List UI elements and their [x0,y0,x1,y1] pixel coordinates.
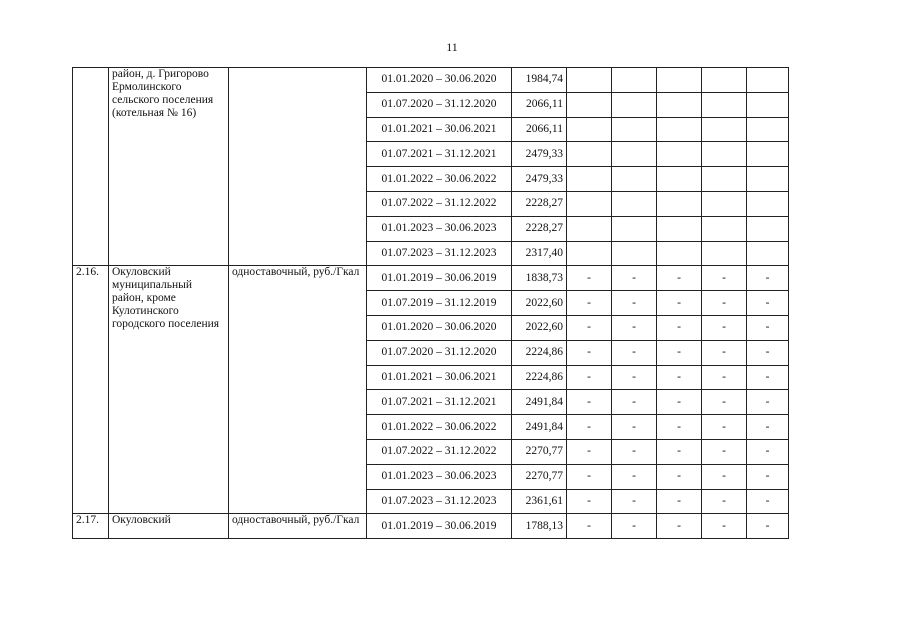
tariff-value-cell: 2224,86 [512,365,567,390]
period-cell: 01.01.2022 – 30.06.2022 [367,415,512,440]
extra-cell [657,216,702,241]
table-row [73,514,789,539]
extra-cell: - [657,489,702,514]
extra-cell: - [702,266,747,291]
extra-cell: - [702,291,747,316]
extra-cell: - [567,415,612,440]
extra-cell [612,117,657,142]
period-cell: 01.01.2020 – 30.06.2020 [367,315,512,340]
period-cell: 01.01.2023 – 30.06.2023 [367,464,512,489]
extra-cell [747,191,789,216]
tariff-value-cell: 2491,84 [512,415,567,440]
table-row [73,68,789,93]
section-number: 2.16. [73,266,109,514]
extra-cell [567,216,612,241]
extra-cell: - [702,340,747,365]
extra-cell: - [567,291,612,316]
period-cell: 01.07.2023 – 31.12.2023 [367,241,512,266]
extra-cell: - [657,340,702,365]
territory-name: Окуловский муниципальный район, кроме Кулотинского городского поселения [109,266,229,514]
period-cell: 01.07.2023 – 31.12.2023 [367,489,512,514]
extra-cell: - [657,439,702,464]
extra-cell [567,68,612,93]
extra-cell: - [747,340,789,365]
tariff-value-cell: 1984,74 [512,68,567,93]
extra-cell: - [567,464,612,489]
period-cell: 01.01.2022 – 30.06.2022 [367,167,512,192]
extra-cell [747,142,789,167]
tariff-value-cell: 2022,60 [512,291,567,316]
extra-cell: - [612,315,657,340]
tariff-value-cell: 2066,11 [512,117,567,142]
page-number: 11 [446,40,458,54]
period-cell: 01.07.2021 – 31.12.2021 [367,390,512,415]
tariff-value-cell: 2491,84 [512,390,567,415]
extra-cell [702,142,747,167]
extra-cell [612,92,657,117]
extra-cell [747,117,789,142]
territory-name: Окуловский [109,514,229,539]
extra-cell [702,241,747,266]
extra-cell: - [702,489,747,514]
extra-cell [747,68,789,93]
extra-cell: - [612,365,657,390]
tariff-type: одноставочный, руб./Гкал [229,514,367,539]
extra-cell [567,241,612,266]
extra-cell: - [657,415,702,440]
extra-cell: - [567,439,612,464]
extra-cell: - [657,266,702,291]
tariff-type: одноставочный, руб./Гкал [229,266,367,514]
extra-cell: - [567,365,612,390]
extra-cell [567,117,612,142]
extra-cell [747,216,789,241]
extra-cell: - [702,464,747,489]
extra-cell: - [567,489,612,514]
extra-cell: - [657,365,702,390]
extra-cell: - [657,315,702,340]
extra-cell [612,142,657,167]
extra-cell [702,92,747,117]
extra-cell [612,191,657,216]
extra-cell: - [702,315,747,340]
extra-cell: - [567,315,612,340]
tariff-value-cell: 2479,33 [512,167,567,192]
extra-cell: - [702,439,747,464]
extra-cell [657,92,702,117]
tariff-value-cell: 2228,27 [512,216,567,241]
tariff-value-cell: 1788,13 [512,514,567,539]
extra-cell [657,117,702,142]
extra-cell: - [702,365,747,390]
extra-cell: - [747,365,789,390]
tariff-value-cell: 2270,77 [512,439,567,464]
tariff-table [72,67,789,539]
tariff-value-cell: 2270,77 [512,464,567,489]
extra-cell: - [612,489,657,514]
extra-cell: - [657,291,702,316]
extra-cell [612,241,657,266]
extra-cell: - [612,514,657,539]
tariff-value-cell: 2228,27 [512,191,567,216]
period-cell: 01.07.2019 – 31.12.2019 [367,291,512,316]
extra-cell [702,191,747,216]
extra-cell: - [567,390,612,415]
extra-cell [747,92,789,117]
extra-cell [567,142,612,167]
extra-cell: - [567,340,612,365]
extra-cell: - [747,390,789,415]
extra-cell [657,68,702,93]
extra-cell: - [657,390,702,415]
extra-cell: - [702,514,747,539]
tariff-value-cell: 2066,11 [512,92,567,117]
extra-cell [612,167,657,192]
extra-cell [702,167,747,192]
tariff-type [229,68,367,266]
section-number: 2.17. [73,514,109,539]
period-cell: 01.01.2023 – 30.06.2023 [367,216,512,241]
table-row [73,266,789,291]
extra-cell: - [747,439,789,464]
extra-cell [567,92,612,117]
tariff-value-cell: 2479,33 [512,142,567,167]
extra-cell: - [657,514,702,539]
extra-cell [567,191,612,216]
extra-cell: - [747,514,789,539]
extra-cell [612,216,657,241]
extra-cell: - [747,489,789,514]
extra-cell: - [567,266,612,291]
extra-cell: - [747,266,789,291]
extra-cell [747,241,789,266]
extra-cell: - [747,315,789,340]
extra-cell: - [612,340,657,365]
period-cell: 01.01.2019 – 30.06.2019 [367,266,512,291]
period-cell: 01.07.2021 – 31.12.2021 [367,142,512,167]
tariff-value-cell: 2224,86 [512,340,567,365]
extra-cell: - [612,390,657,415]
extra-cell: - [612,464,657,489]
period-cell: 01.07.2020 – 31.12.2020 [367,92,512,117]
extra-cell: - [612,415,657,440]
tariff-value-cell: 2361,61 [512,489,567,514]
extra-cell [657,167,702,192]
extra-cell [657,191,702,216]
extra-cell: - [612,266,657,291]
section-number [73,68,109,266]
period-cell: 01.01.2019 – 30.06.2019 [367,514,512,539]
extra-cell: - [747,415,789,440]
extra-cell [657,142,702,167]
extra-cell [702,216,747,241]
period-cell: 01.01.2020 – 30.06.2020 [367,68,512,93]
extra-cell: - [657,464,702,489]
extra-cell: - [747,464,789,489]
extra-cell [612,68,657,93]
period-cell: 01.07.2022 – 31.12.2022 [367,439,512,464]
period-cell: 01.01.2021 – 30.06.2021 [367,365,512,390]
extra-cell: - [612,439,657,464]
tariff-value-cell: 2022,60 [512,315,567,340]
extra-cell [702,117,747,142]
extra-cell [702,68,747,93]
extra-cell: - [702,390,747,415]
period-cell: 01.07.2020 – 31.12.2020 [367,340,512,365]
extra-cell: - [702,415,747,440]
extra-cell: - [567,514,612,539]
extra-cell: - [747,291,789,316]
extra-cell: - [612,291,657,316]
extra-cell [567,167,612,192]
tariff-value-cell: 2317,40 [512,241,567,266]
extra-cell [747,167,789,192]
extra-cell [657,241,702,266]
period-cell: 01.07.2022 – 31.12.2022 [367,191,512,216]
tariff-value-cell: 1838,73 [512,266,567,291]
territory-name: район, д. Григорово Ермолинского сельского поселения (котельная № 16) [109,68,229,266]
period-cell: 01.01.2021 – 30.06.2021 [367,117,512,142]
